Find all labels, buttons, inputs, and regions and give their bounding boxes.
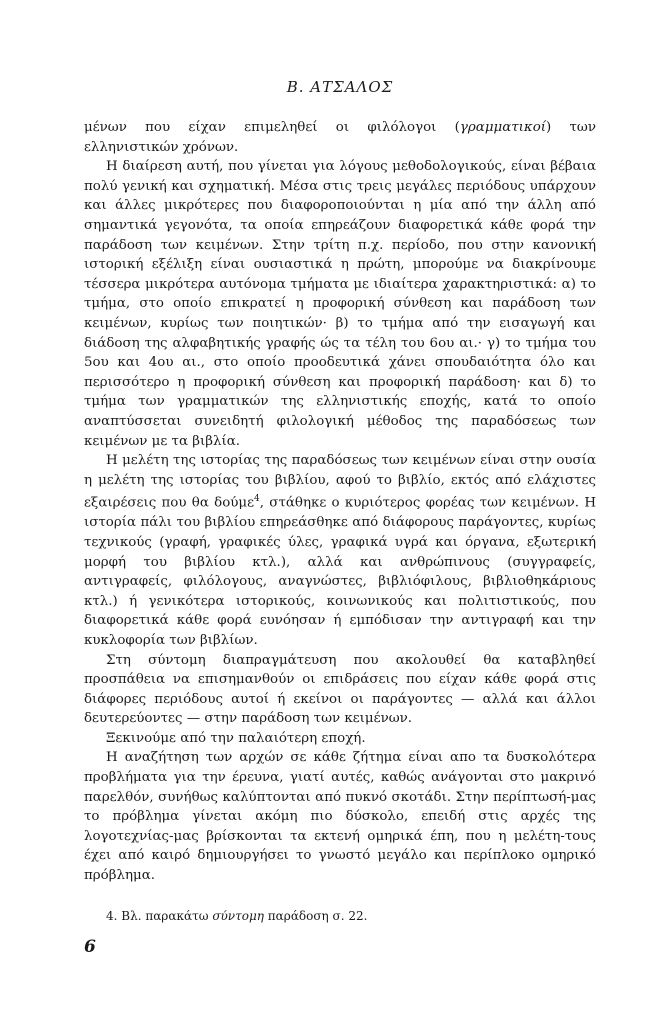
running-head: Β. ΑΤΣΑΛΟΣ — [286, 78, 394, 96]
paragraph-text: Η μελέτη της ιστορίας της παραδόσεως των κειμένων είναι στην ουσία η μελέτη της ιστορίας του βιβλίου, αφού το βιβλίο, εκτός από ελάχιστες εξαιρέσεις που θα δούμε — [84, 453, 596, 511]
paragraph-start: Ξεκινούμε από την παλαιότερη εποχή. — [106, 730, 366, 746]
footnote — [106, 908, 596, 925]
book-page — [84, 78, 596, 957]
footnote-text: 4. Βλ. παρακάτω — [106, 908, 213, 923]
body-text — [84, 118, 596, 886]
paragraph-origins: Η αναζήτηση των αρχών σε κάθε ζήτημα είναι απο τα δυσκολότερα προβλήματα για την έρευνα, γιατί αυτές, καθώς ανάγονται στο μακρινό παρελθόν, συνήθως καλύπτονται από πυκνό σκοτάδι. Στην περίπτωσή-μας το πρόβλημα γίνεται ακόμη πιο δύσκολο, επειδή στις αρχές της λογοτεχνίας-μας βρίσκονται τα εκτενή ομηρικά έπη, που η μελέτη-τους έχει από καιρό δημιουργήσει το γνωστό μεγάλο και περίπλοκο ομηρικό πρόβλημα. — [84, 750, 596, 884]
italic-term: γραμματικοί — [459, 120, 547, 135]
paragraph-division: Η διαίρεση αυτή, που γίνεται για λόγους μεθοδολογικούς, είναι βέβαια πολύ γενική και σχηματική. Μέσα στις τρεις μεγάλες περιόδους υπάρχουν και άλλες μικρότερες που διαφοροποιούνται η μία από την άλλη από σημαντικά γεγονότα, τα οποία επηρεάζουν διαφορετικά κάθε φορά την παράδοση των κειμένων. Στην τρίτη π.χ. περίοδο, που στην κανονική ιστορική εξέλιξη είναι ουσιαστικά η πρώτη, μπορούμε να διακρίνουμε τέσσερα μικρότερα αυτόνομα τμήματα με ιδιαίτερα χαρακτηριστικά: α) το τμήμα, στο οποίο επικρατεί η προφορική σύνθεση και παράδοση των κειμένων, κυρίως των ποιητικών· β) το τμήμα από την εισαγωγή και διάδοση της αλφαβητικής γραφής ώς τα τέλη του 6ου αι.· γ) το τμήμα του 5ου και 4ου αι., στο οποίο προοδευτικά χάνει σπουδαιότητα όλο και περισσότερο η προφορική σύνθεση και προφορική παράδοση· και δ) το τμήμα των γραμματικών της ελληνιστικής εποχής, κατά το οποίο αναπτύσσεται συνειδητή φιλολογική μέθοδος της παραδόσεως των κειμένων με τα βιβλία. — [84, 159, 596, 449]
paragraph-treatment: Στη σύντομη διαπραγμάτευση που ακολουθεί θα καταβληθεί προσπάθεια να επισημανθούν οι επιδράσεις που είχαν κάθε φορά στις διάφορες περιόδους αυτοί ή εκείνοι οι παράγοντες — αλλά και άλλοι δευτερεύοντες — στην παράδοση των κειμένων. — [84, 652, 596, 727]
paragraph-continuation — [84, 118, 596, 157]
paragraph-book-history — [84, 451, 596, 650]
paragraph-text: ) των ελληνιστικών χρόνων. — [84, 120, 596, 155]
footnote-italic: σύντομη — [212, 908, 264, 923]
paragraph-text: μένων που είχαν επιμεληθεί οι φιλόλογοι ( — [84, 120, 460, 135]
footnote-ref: 4 — [254, 494, 260, 505]
paragraph-text: , στάθηκε ο κυριότερος φορέας των κειμένων. Η ιστορία πάλι του βιβλίου επηρεάσθηκε από διάφορους παράγοντες, κυρίως τεχνικούς (γραφή, γραφικές ύλες, γραφικά υγρά και όργανα, εξωτερική μορφή του βιβλίου κτλ.), αλλά και ανθρώπινους (συγγραφείς, αντιγραφείς, φιλόλογους, αναγνώστες, βιβλιόφιλους, βιβλιοθηκάριους κτλ.) ή γενικότερα ιστορικούς, κοινωνικούς και πολιτιστικούς, που διαφορετικά κάθε φορά ευνόησαν ή εμπόδισαν την αντιγραφή και την κυκλοφορία των βιβλίων. — [84, 495, 596, 648]
page-number: 6 — [84, 936, 96, 957]
footnote-text: παράδοση σ. 22. — [263, 908, 368, 923]
